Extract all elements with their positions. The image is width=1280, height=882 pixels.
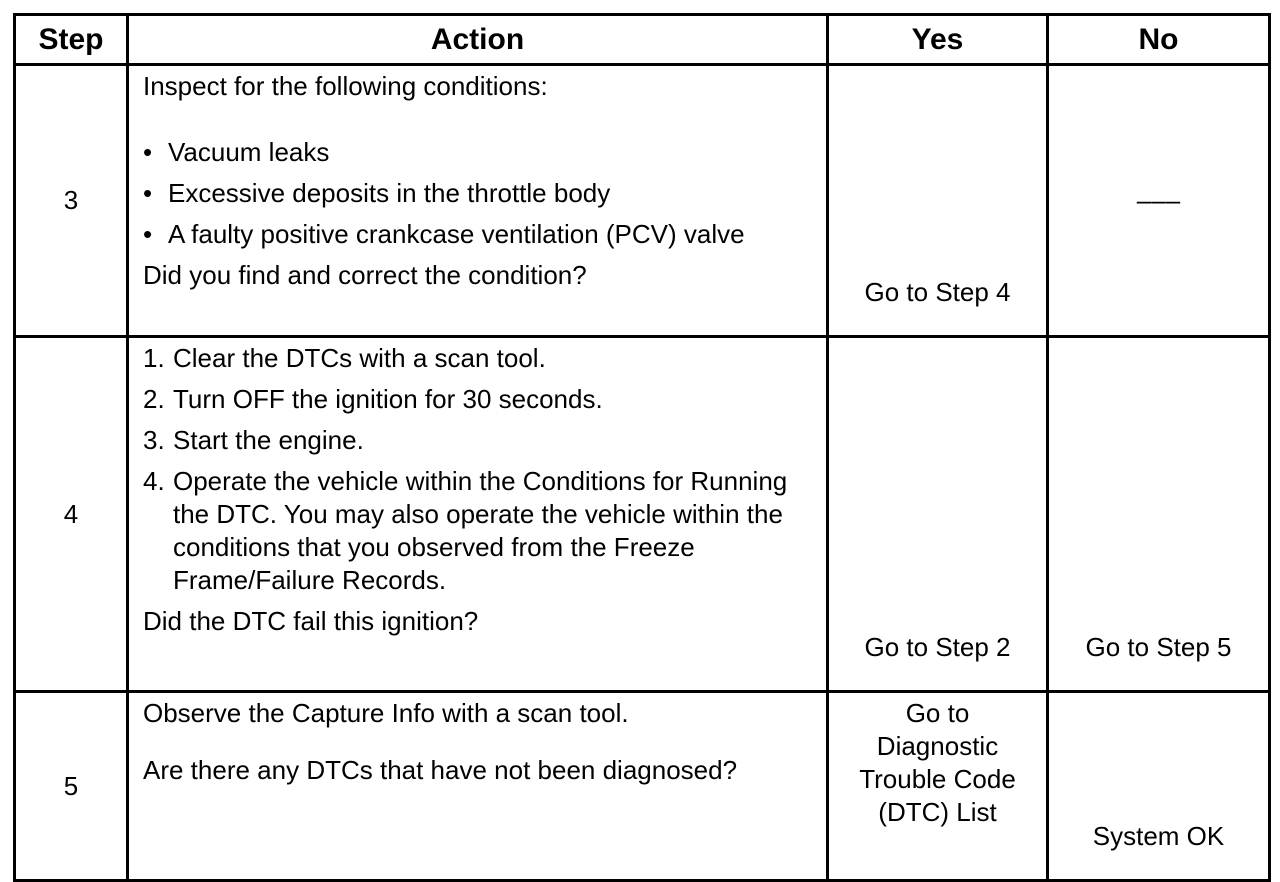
action-question: Did you find and correct the condition? [143,260,587,290]
action-intro: Inspect for the following conditions: [143,71,548,101]
action-question: Did the DTC fail this ignition? [143,606,479,636]
yes-result: Go to Step 4 [828,65,1048,337]
action-cell [128,65,828,337]
no-result: System OK [1048,692,1270,881]
no-result: ––– [1048,65,1270,337]
action-item: 1. Clear the DTCs with a scan tool. [143,343,546,373]
step-number: 4 [15,337,128,692]
action-cell [128,692,828,881]
action-bullet: • Vacuum leaks [143,137,330,167]
header-row [15,15,1270,65]
bullet-icon: • [143,137,153,167]
bullet-icon: • [143,219,153,249]
table-row [15,65,1270,337]
header-step: Step [15,15,128,65]
step-number: 5 [15,692,128,881]
header-yes: Yes [828,15,1048,65]
table-row [15,337,1270,692]
header-action: Action [128,15,828,65]
action-item: 2. Turn OFF the ignition for 30 seconds. [143,384,603,414]
table-row [15,692,1270,881]
action-question: Are there any DTCs that have not been diagnosed? [143,755,738,785]
action-bullet: • Excessive deposits in the throttle body [143,178,611,208]
action-intro: Observe the Capture Info with a scan tool. [143,698,629,728]
yes-result: Go to Diagnostic Trouble Code (DTC) List [828,692,1048,881]
step-number: 3 [15,65,128,337]
action-item: 3. Start the engine. [143,425,364,455]
action-bullet: • A faulty positive crankcase ventilation (PCV) valve [143,219,745,249]
no-result: Go to Step 5 [1048,337,1270,692]
bullet-icon: • [143,178,153,208]
yes-result: Go to Step 2 [828,337,1048,692]
action-item: 4. Operate the vehicle within the Conditions for Running the DTC. You may also operate the vehicle within the conditions that you observed from the Freeze Frame/Failure Records. [143,466,788,595]
header-no: No [1048,15,1270,65]
action-cell [128,337,828,692]
diagnostic-table [13,13,1271,882]
